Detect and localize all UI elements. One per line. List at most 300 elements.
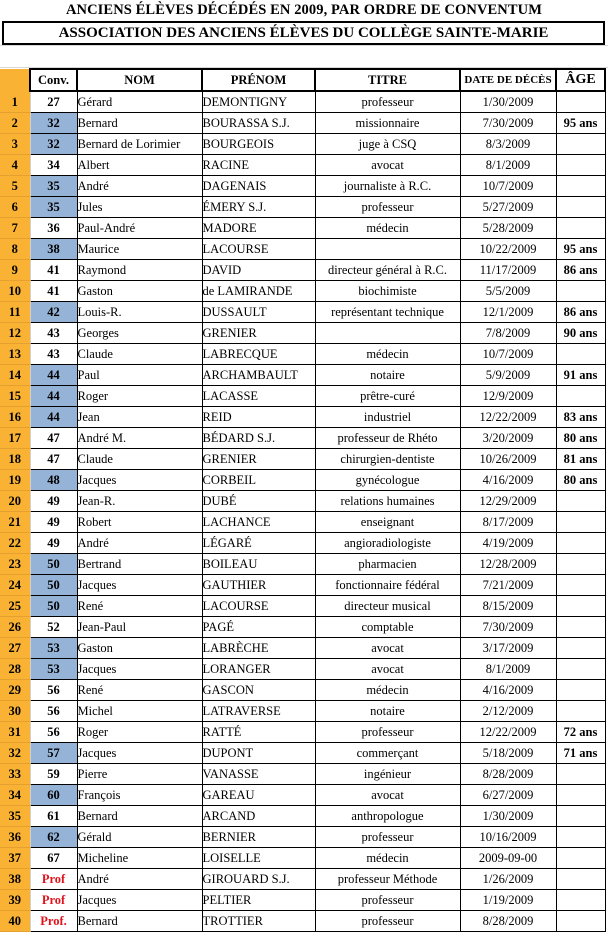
age-cell[interactable]: [556, 176, 605, 197]
prenom-cell[interactable]: DUPONT: [202, 743, 315, 764]
conv-cell[interactable]: 43: [30, 344, 77, 365]
row-number[interactable]: 27: [0, 638, 30, 659]
age-cell[interactable]: [556, 890, 605, 911]
conv-cell[interactable]: 60: [30, 785, 77, 806]
conv-cell[interactable]: 34: [30, 155, 77, 176]
date-cell[interactable]: 7/30/2009: [460, 617, 556, 638]
conv-cell[interactable]: 35: [30, 176, 77, 197]
table-row: [0, 722, 605, 743]
titre-cell[interactable]: pharmacien: [315, 554, 460, 575]
table-row: [0, 239, 605, 260]
titre-cell[interactable]: professeur: [315, 911, 460, 932]
row-number[interactable]: 33: [0, 764, 30, 785]
conv-cell[interactable]: 67: [30, 848, 77, 869]
age-cell[interactable]: 83 ans: [556, 407, 605, 428]
prenom-cell[interactable]: RATTÉ: [202, 722, 315, 743]
prenom-cell[interactable]: VANASSE: [202, 764, 315, 785]
nom-cell[interactable]: René: [77, 680, 202, 701]
date-cell[interactable]: 4/16/2009: [460, 470, 556, 491]
titre-cell[interactable]: médecin: [315, 344, 460, 365]
titre-cell[interactable]: chirurgien-dentiste: [315, 449, 460, 470]
row-number[interactable]: 37: [0, 848, 30, 869]
row-number[interactable]: 39: [0, 890, 30, 911]
nom-cell[interactable]: Jean: [77, 407, 202, 428]
row-number[interactable]: 24: [0, 575, 30, 596]
prenom-cell[interactable]: BOILEAU: [202, 554, 315, 575]
nom-cell[interactable]: Claude: [77, 449, 202, 470]
nom-cell[interactable]: Bernard de Lorimier: [77, 134, 202, 155]
row-number[interactable]: 29: [0, 680, 30, 701]
row-number[interactable]: 21: [0, 512, 30, 533]
prenom-cell[interactable]: GRENIER: [202, 449, 315, 470]
row-number[interactable]: 18: [0, 449, 30, 470]
nom-cell[interactable]: Jacques: [77, 470, 202, 491]
conv-cell[interactable]: Prof: [30, 890, 77, 911]
prenom-cell[interactable]: GRENIER: [202, 323, 315, 344]
row-number[interactable]: 25: [0, 596, 30, 617]
titre-cell[interactable]: avocat: [315, 155, 460, 176]
conv-cell[interactable]: 49: [30, 533, 77, 554]
titre-cell[interactable]: anthropologue: [315, 806, 460, 827]
row-number[interactable]: 10: [0, 281, 30, 302]
date-cell[interactable]: 3/20/2009: [460, 428, 556, 449]
conv-cell[interactable]: 38: [30, 239, 77, 260]
age-cell[interactable]: [556, 491, 605, 512]
conv-cell[interactable]: 48: [30, 470, 77, 491]
row-number-header[interactable]: [0, 69, 30, 91]
age-cell[interactable]: 95 ans: [556, 113, 605, 134]
header-titre[interactable]: TITRE: [315, 69, 460, 91]
age-cell[interactable]: [556, 386, 605, 407]
conv-cell[interactable]: 62: [30, 827, 77, 848]
titre-cell[interactable]: représentant technique: [315, 302, 460, 323]
date-cell[interactable]: 10/7/2009: [460, 176, 556, 197]
nom-cell[interactable]: Roger: [77, 722, 202, 743]
conv-cell[interactable]: 32: [30, 134, 77, 155]
row-number[interactable]: 35: [0, 806, 30, 827]
nom-cell[interactable]: Pierre: [77, 764, 202, 785]
row-number[interactable]: 4: [0, 155, 30, 176]
prenom-cell[interactable]: LACHANCE: [202, 512, 315, 533]
date-cell[interactable]: 1/19/2009: [460, 890, 556, 911]
row-number[interactable]: 34: [0, 785, 30, 806]
titre-cell[interactable]: [315, 323, 460, 344]
row-number[interactable]: 3: [0, 134, 30, 155]
titre-cell[interactable]: gynécologue: [315, 470, 460, 491]
titre-cell[interactable]: médecin: [315, 218, 460, 239]
age-cell[interactable]: [556, 785, 605, 806]
row-number[interactable]: 11: [0, 302, 30, 323]
row-number[interactable]: 17: [0, 428, 30, 449]
nom-cell[interactable]: Paul: [77, 365, 202, 386]
date-cell[interactable]: 1/26/2009: [460, 869, 556, 890]
age-cell[interactable]: [556, 533, 605, 554]
age-cell[interactable]: [556, 827, 605, 848]
date-cell[interactable]: 10/26/2009: [460, 449, 556, 470]
titre-cell[interactable]: missionnaire: [315, 113, 460, 134]
prenom-cell[interactable]: GAUTHIER: [202, 575, 315, 596]
nom-cell[interactable]: Micheline: [77, 848, 202, 869]
age-cell[interactable]: [556, 281, 605, 302]
header-age[interactable]: ÂGE: [556, 69, 605, 91]
conv-cell[interactable]: 61: [30, 806, 77, 827]
row-number[interactable]: 5: [0, 176, 30, 197]
date-cell[interactable]: 12/1/2009: [460, 302, 556, 323]
conv-cell[interactable]: 44: [30, 365, 77, 386]
nom-cell[interactable]: Paul-André: [77, 218, 202, 239]
age-cell[interactable]: [556, 659, 605, 680]
prenom-cell[interactable]: DUSSAULT: [202, 302, 315, 323]
prenom-cell[interactable]: BÉDARD S.J.: [202, 428, 315, 449]
nom-cell[interactable]: Jules: [77, 197, 202, 218]
conv-cell[interactable]: 47: [30, 449, 77, 470]
age-cell[interactable]: [556, 764, 605, 785]
nom-cell[interactable]: Gérard: [77, 91, 202, 113]
prenom-cell[interactable]: DAGENAIS: [202, 176, 315, 197]
age-cell[interactable]: 81 ans: [556, 449, 605, 470]
titre-cell[interactable]: professeur Méthode: [315, 869, 460, 890]
table-row: [0, 848, 605, 869]
age-cell[interactable]: [556, 218, 605, 239]
date-cell[interactable]: 10/22/2009: [460, 239, 556, 260]
nom-cell[interactable]: Jacques: [77, 575, 202, 596]
prenom-cell[interactable]: LORANGER: [202, 659, 315, 680]
titre-cell[interactable]: enseignant: [315, 512, 460, 533]
titre-cell[interactable]: professeur: [315, 197, 460, 218]
date-cell[interactable]: 2009-09-00: [460, 848, 556, 869]
age-cell[interactable]: 91 ans: [556, 365, 605, 386]
prenom-cell[interactable]: DAVID: [202, 260, 315, 281]
age-cell[interactable]: 86 ans: [556, 302, 605, 323]
conv-cell[interactable]: 50: [30, 554, 77, 575]
nom-cell[interactable]: Albert: [77, 155, 202, 176]
date-cell[interactable]: 8/17/2009: [460, 512, 556, 533]
prenom-cell[interactable]: de LAMIRANDE: [202, 281, 315, 302]
nom-cell[interactable]: Michel: [77, 701, 202, 722]
date-cell[interactable]: 8/15/2009: [460, 596, 556, 617]
age-cell[interactable]: [556, 617, 605, 638]
row-number[interactable]: 8: [0, 239, 30, 260]
header-prenom[interactable]: PRÉNOM: [202, 69, 315, 91]
conv-cell[interactable]: 59: [30, 764, 77, 785]
date-cell[interactable]: 7/8/2009: [460, 323, 556, 344]
age-cell[interactable]: [556, 344, 605, 365]
titre-cell[interactable]: industriel: [315, 407, 460, 428]
date-cell[interactable]: 8/1/2009: [460, 155, 556, 176]
nom-cell[interactable]: Jacques: [77, 659, 202, 680]
date-cell[interactable]: 8/28/2009: [460, 764, 556, 785]
date-cell[interactable]: 7/30/2009: [460, 113, 556, 134]
date-cell[interactable]: 8/3/2009: [460, 134, 556, 155]
age-cell[interactable]: [556, 848, 605, 869]
table-row: [0, 386, 605, 407]
row-number[interactable]: 13: [0, 344, 30, 365]
nom-cell[interactable]: Gaston: [77, 281, 202, 302]
date-cell[interactable]: 7/21/2009: [460, 575, 556, 596]
age-cell[interactable]: 90 ans: [556, 323, 605, 344]
conv-cell[interactable]: 41: [30, 281, 77, 302]
nom-cell[interactable]: Bernard: [77, 911, 202, 932]
titre-cell[interactable]: professeur: [315, 722, 460, 743]
conv-cell[interactable]: 52: [30, 617, 77, 638]
row-number[interactable]: 22: [0, 533, 30, 554]
conv-cell[interactable]: 32: [30, 113, 77, 134]
nom-cell[interactable]: René: [77, 596, 202, 617]
age-cell[interactable]: [556, 869, 605, 890]
age-cell[interactable]: 86 ans: [556, 260, 605, 281]
nom-cell[interactable]: Gérald: [77, 827, 202, 848]
date-cell[interactable]: 4/16/2009: [460, 680, 556, 701]
prenom-cell[interactable]: LABRÈCHE: [202, 638, 315, 659]
prenom-cell[interactable]: DUBÉ: [202, 491, 315, 512]
row-number[interactable]: 20: [0, 491, 30, 512]
date-cell[interactable]: 12/9/2009: [460, 386, 556, 407]
nom-cell[interactable]: Jacques: [77, 743, 202, 764]
nom-cell[interactable]: André: [77, 869, 202, 890]
conv-cell[interactable]: 53: [30, 638, 77, 659]
age-cell[interactable]: [556, 911, 605, 932]
row-number[interactable]: 23: [0, 554, 30, 575]
nom-cell[interactable]: Robert: [77, 512, 202, 533]
nom-cell[interactable]: Bertrand: [77, 554, 202, 575]
conv-cell[interactable]: 42: [30, 302, 77, 323]
row-number[interactable]: 26: [0, 617, 30, 638]
titre-cell[interactable]: notaire: [315, 701, 460, 722]
row-number[interactable]: 30: [0, 701, 30, 722]
titre-cell[interactable]: commerçant: [315, 743, 460, 764]
conv-cell[interactable]: 49: [30, 512, 77, 533]
prenom-cell[interactable]: LÉGARÉ: [202, 533, 315, 554]
table-row: [0, 596, 605, 617]
titre-cell[interactable]: angioradiologiste: [315, 533, 460, 554]
titre-cell[interactable]: professeur: [315, 890, 460, 911]
prenom-cell[interactable]: TROTTIER: [202, 911, 315, 932]
header-conv[interactable]: Conv.: [30, 69, 77, 91]
conv-cell[interactable]: 56: [30, 680, 77, 701]
table-row: [0, 218, 605, 239]
prenom-cell[interactable]: BOURASSA S.J.: [202, 113, 315, 134]
nom-cell[interactable]: François: [77, 785, 202, 806]
prenom-cell[interactable]: LOISELLE: [202, 848, 315, 869]
table-row: [0, 659, 605, 680]
age-cell[interactable]: [556, 575, 605, 596]
conv-cell[interactable]: 43: [30, 323, 77, 344]
row-number[interactable]: 2: [0, 113, 30, 134]
age-cell[interactable]: [556, 596, 605, 617]
row-number[interactable]: 12: [0, 323, 30, 344]
conv-cell[interactable]: 57: [30, 743, 77, 764]
prenom-cell[interactable]: GAREAU: [202, 785, 315, 806]
row-number[interactable]: 31: [0, 722, 30, 743]
nom-cell[interactable]: Claude: [77, 344, 202, 365]
age-cell[interactable]: 72 ans: [556, 722, 605, 743]
age-cell[interactable]: [556, 91, 605, 113]
nom-cell[interactable]: Gaston: [77, 638, 202, 659]
date-cell[interactable]: 8/1/2009: [460, 659, 556, 680]
date-cell[interactable]: 5/27/2009: [460, 197, 556, 218]
row-number[interactable]: 38: [0, 869, 30, 890]
age-cell[interactable]: [556, 638, 605, 659]
prenom-cell[interactable]: LACOURSE: [202, 596, 315, 617]
conv-cell[interactable]: 44: [30, 407, 77, 428]
row-number[interactable]: 9: [0, 260, 30, 281]
prenom-cell[interactable]: RACINE: [202, 155, 315, 176]
conv-cell[interactable]: 56: [30, 701, 77, 722]
date-cell[interactable]: 12/28/2009: [460, 554, 556, 575]
date-cell[interactable]: 10/7/2009: [460, 344, 556, 365]
conv-cell[interactable]: 50: [30, 596, 77, 617]
conv-cell[interactable]: 27: [30, 91, 77, 113]
titre-cell[interactable]: professeur: [315, 91, 460, 113]
prenom-cell[interactable]: DEMONTIGNY: [202, 91, 315, 113]
nom-cell[interactable]: Roger: [77, 386, 202, 407]
date-cell[interactable]: 1/30/2009: [460, 806, 556, 827]
prenom-cell[interactable]: CORBEIL: [202, 470, 315, 491]
prenom-cell[interactable]: LACOURSE: [202, 239, 315, 260]
titre-cell[interactable]: avocat: [315, 638, 460, 659]
date-cell[interactable]: 5/5/2009: [460, 281, 556, 302]
prenom-cell[interactable]: MADORE: [202, 218, 315, 239]
age-cell[interactable]: 95 ans: [556, 239, 605, 260]
age-cell[interactable]: [556, 554, 605, 575]
prenom-cell[interactable]: GASCON: [202, 680, 315, 701]
titre-cell[interactable]: médecin: [315, 680, 460, 701]
prenom-cell[interactable]: LABRECQUE: [202, 344, 315, 365]
age-cell[interactable]: [556, 197, 605, 218]
age-cell[interactable]: 80 ans: [556, 428, 605, 449]
date-cell[interactable]: 8/28/2009: [460, 911, 556, 932]
titre-cell[interactable]: avocat: [315, 785, 460, 806]
date-cell[interactable]: 12/29/2009: [460, 491, 556, 512]
nom-cell[interactable]: Bernard: [77, 806, 202, 827]
conv-cell[interactable]: Prof.: [30, 911, 77, 932]
titre-cell[interactable]: fonctionnaire fédéral: [315, 575, 460, 596]
conv-cell[interactable]: 47: [30, 428, 77, 449]
age-cell[interactable]: [556, 512, 605, 533]
nom-cell[interactable]: Jean-R.: [77, 491, 202, 512]
row-number[interactable]: 14: [0, 365, 30, 386]
titre-cell[interactable]: journaliste à R.C.: [315, 176, 460, 197]
table-row: [0, 680, 605, 701]
date-cell[interactable]: 11/17/2009: [460, 260, 556, 281]
row-number[interactable]: 40: [0, 911, 30, 932]
titre-cell[interactable]: directeur général à R.C.: [315, 260, 460, 281]
row-number[interactable]: 28: [0, 659, 30, 680]
date-cell[interactable]: 6/27/2009: [460, 785, 556, 806]
age-cell[interactable]: [556, 806, 605, 827]
age-cell[interactable]: 80 ans: [556, 470, 605, 491]
date-cell[interactable]: 5/9/2009: [460, 365, 556, 386]
prenom-cell[interactable]: GIROUARD S.J.: [202, 869, 315, 890]
row-number[interactable]: 16: [0, 407, 30, 428]
row-number[interactable]: 36: [0, 827, 30, 848]
nom-cell[interactable]: Bernard: [77, 113, 202, 134]
date-cell[interactable]: 10/16/2009: [460, 827, 556, 848]
age-cell[interactable]: [556, 680, 605, 701]
nom-cell[interactable]: André M.: [77, 428, 202, 449]
nom-cell[interactable]: Louis-R.: [77, 302, 202, 323]
row-number[interactable]: 7: [0, 218, 30, 239]
age-cell[interactable]: [556, 701, 605, 722]
nom-cell[interactable]: André: [77, 176, 202, 197]
prenom-cell[interactable]: PELTIER: [202, 890, 315, 911]
titre-cell[interactable]: prêtre-curé: [315, 386, 460, 407]
header-date[interactable]: DATE DE DÉCÈS: [460, 69, 556, 91]
prenom-cell[interactable]: LATRAVERSE: [202, 701, 315, 722]
date-cell[interactable]: 5/28/2009: [460, 218, 556, 239]
titre-cell[interactable]: professeur de Rhéto: [315, 428, 460, 449]
titre-cell[interactable]: comptable: [315, 617, 460, 638]
date-cell[interactable]: 3/17/2009: [460, 638, 556, 659]
titre-cell[interactable]: notaire: [315, 365, 460, 386]
conv-cell[interactable]: 41: [30, 260, 77, 281]
date-cell[interactable]: 4/19/2009: [460, 533, 556, 554]
prenom-cell[interactable]: BOURGEOIS: [202, 134, 315, 155]
titre-cell[interactable]: relations humaines: [315, 491, 460, 512]
prenom-cell[interactable]: BERNIER: [202, 827, 315, 848]
titre-cell[interactable]: avocat: [315, 659, 460, 680]
titre-cell[interactable]: [315, 239, 460, 260]
titre-cell[interactable]: ingénieur: [315, 764, 460, 785]
table-row: [0, 449, 605, 470]
table-row: [0, 743, 605, 764]
conv-cell[interactable]: 44: [30, 386, 77, 407]
nom-cell[interactable]: Jacques: [77, 890, 202, 911]
row-number[interactable]: 19: [0, 470, 30, 491]
date-cell[interactable]: 2/12/2009: [460, 701, 556, 722]
titre-cell[interactable]: professeur: [315, 827, 460, 848]
row-number[interactable]: 32: [0, 743, 30, 764]
conv-cell[interactable]: 56: [30, 722, 77, 743]
prenom-cell[interactable]: PAGÉ: [202, 617, 315, 638]
date-cell[interactable]: 5/18/2009: [460, 743, 556, 764]
nom-cell[interactable]: Jean-Paul: [77, 617, 202, 638]
titre-cell[interactable]: juge à CSQ: [315, 134, 460, 155]
table-row: [0, 281, 605, 302]
prenom-cell[interactable]: LACASSE: [202, 386, 315, 407]
titre-cell[interactable]: biochimiste: [315, 281, 460, 302]
conv-cell[interactable]: 35: [30, 197, 77, 218]
nom-cell[interactable]: Maurice: [77, 239, 202, 260]
titre-cell[interactable]: médecin: [315, 848, 460, 869]
nom-cell[interactable]: André: [77, 533, 202, 554]
prenom-cell[interactable]: ÉMERY S.J.: [202, 197, 315, 218]
row-number[interactable]: 1: [0, 91, 30, 113]
conv-cell[interactable]: 49: [30, 491, 77, 512]
conv-cell[interactable]: 50: [30, 575, 77, 596]
date-cell[interactable]: 12/22/2009: [460, 722, 556, 743]
date-cell[interactable]: 1/30/2009: [460, 91, 556, 113]
conv-cell[interactable]: 53: [30, 659, 77, 680]
nom-cell[interactable]: Raymond: [77, 260, 202, 281]
age-cell[interactable]: [556, 155, 605, 176]
table-row: [0, 512, 605, 533]
titre-cell[interactable]: directeur musical: [315, 596, 460, 617]
table-row: [0, 260, 605, 281]
row-number[interactable]: 15: [0, 386, 30, 407]
row-number[interactable]: 6: [0, 197, 30, 218]
age-cell[interactable]: 71 ans: [556, 743, 605, 764]
header-nom[interactable]: NOM: [77, 69, 202, 91]
prenom-cell[interactable]: REID: [202, 407, 315, 428]
prenom-cell[interactable]: ARCHAMBAULT: [202, 365, 315, 386]
prenom-cell[interactable]: ARCAND: [202, 806, 315, 827]
conv-cell[interactable]: 36: [30, 218, 77, 239]
age-cell[interactable]: [556, 134, 605, 155]
date-cell[interactable]: 12/22/2009: [460, 407, 556, 428]
conv-cell[interactable]: Prof: [30, 869, 77, 890]
nom-cell[interactable]: Georges: [77, 323, 202, 344]
